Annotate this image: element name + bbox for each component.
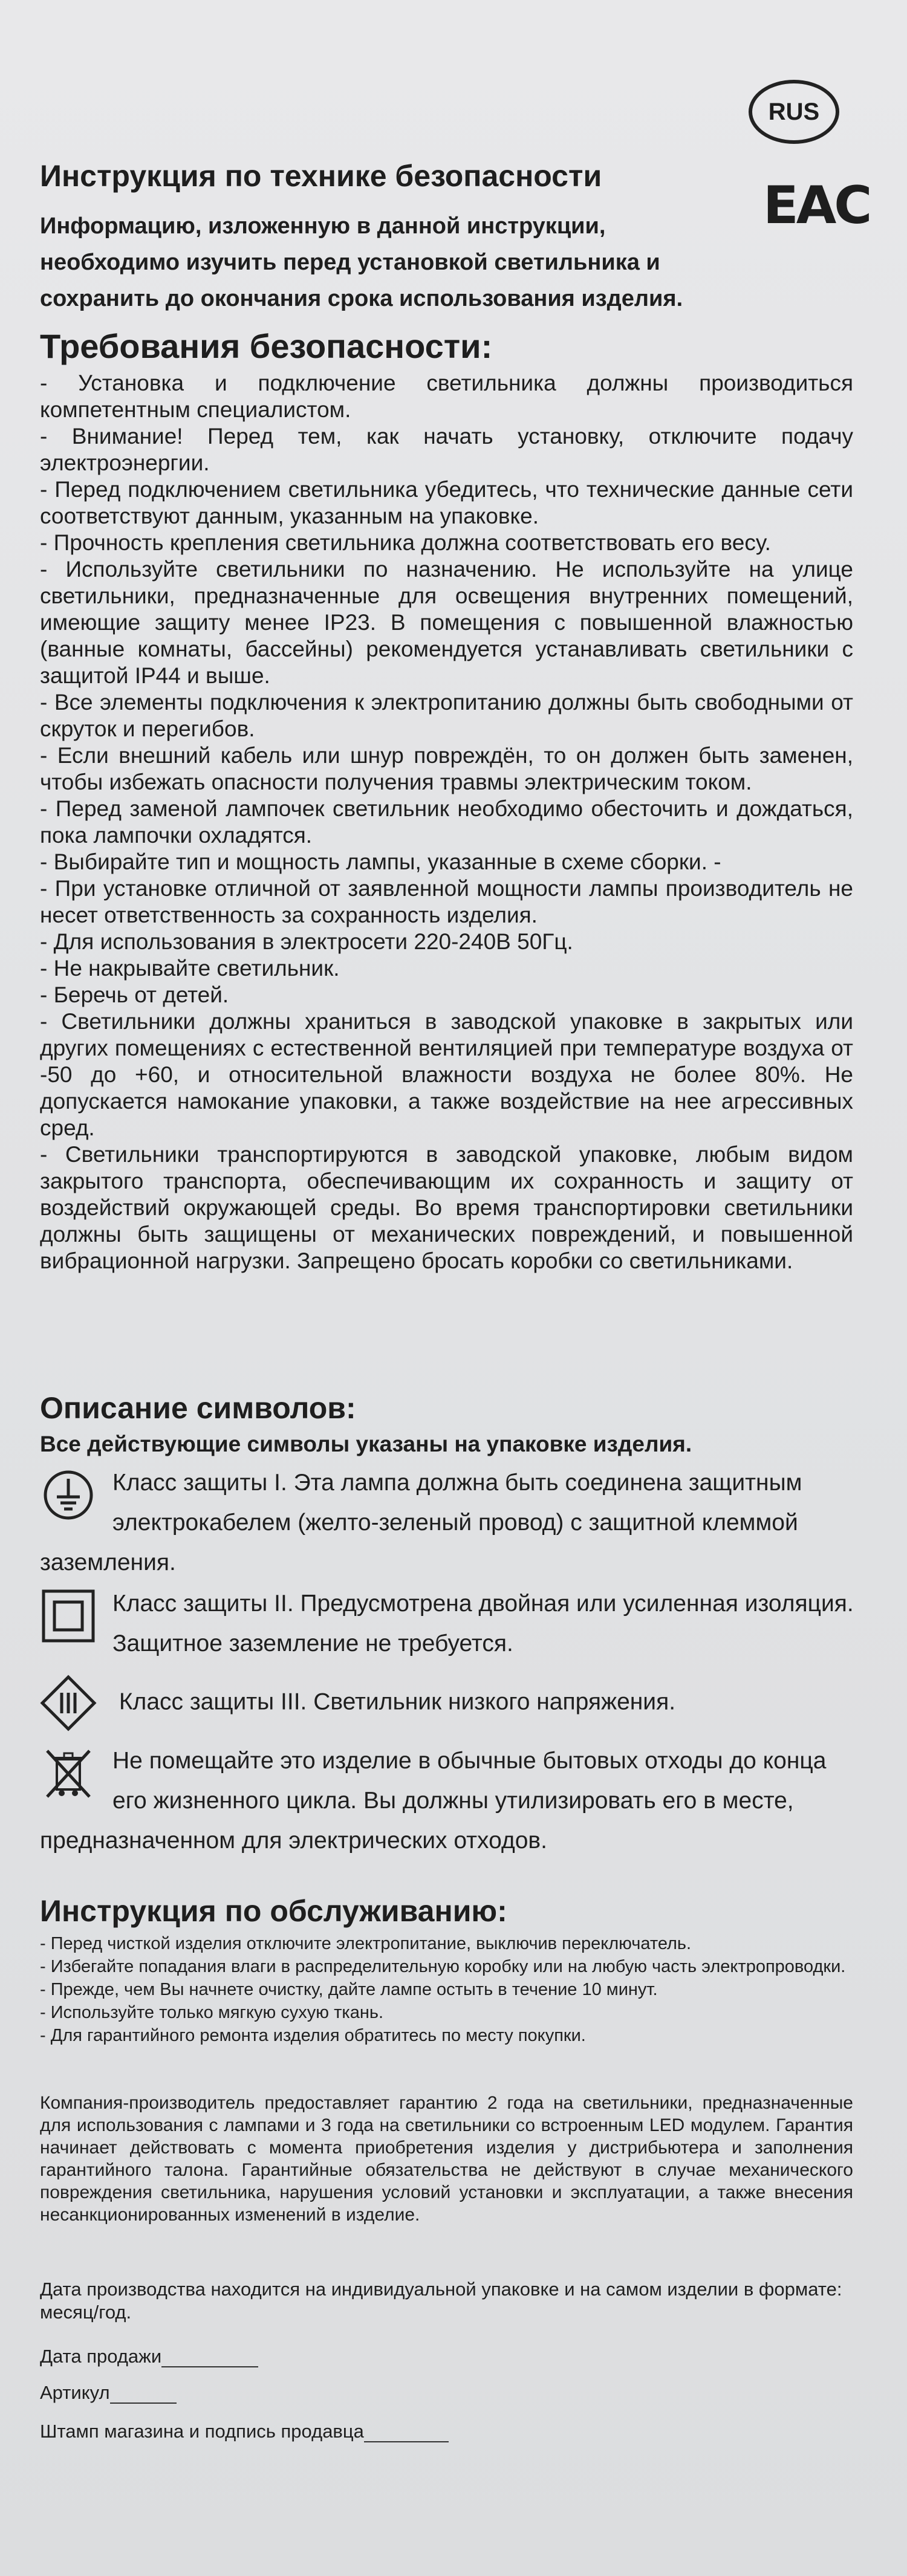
requirement-item: - Для использования в электросети 220-240В 50Гц. <box>40 929 573 954</box>
symbol-class1 <box>40 1463 862 1583</box>
service-item: - Избегайте попадания влаги в распределительную коробку или на любую часть электропроводки. <box>40 1957 846 1976</box>
low-voltage-class3-icon <box>40 1675 97 1731</box>
service-list <box>40 1932 853 2047</box>
rus-mark-label: RUS <box>768 98 820 125</box>
requirement-item: - Светильники транспортируются в заводской упаковке, любым видом закрытого транспорта, обеспечивающим их сохранность и защиту от воздействий окружающей среды. Во время транспортировки светильники должны быть защищены от механических повреждений, и повышенной вибрационной нагрузки. Запрещено бросать коробки со светильниками. <box>40 1142 853 1273</box>
crossed-bin-weee-icon <box>40 1744 97 1800</box>
double-insulation-class2-icon <box>40 1588 97 1644</box>
symbol-class2-text: Класс защиты II. Предусмотрена двойная или усиленная изоляция. Защитное заземление не требуется. <box>112 1591 854 1656</box>
symbol-class2 <box>40 1584 862 1664</box>
requirements-heading: Требования безопасности: <box>40 327 493 365</box>
service-heading: Инструкция по обслуживанию: <box>40 1894 507 1928</box>
symbol-weee <box>40 1741 862 1861</box>
article-line <box>110 2386 177 2404</box>
stamp-field <box>40 2421 449 2442</box>
symbol-weee-text: Не помещайте это изделие в обычные бытовых отходы до конца его жизненного цикла. Вы должны утилизировать его в месте, предназначенном для электрических отходов. <box>40 1748 827 1854</box>
stamp-label: Штамп магазина и подпись продавца <box>40 2421 364 2442</box>
service-item: - Для гарантийного ремонта изделия обратитесь по месту покупки. <box>40 2026 586 2045</box>
article-field <box>40 2382 177 2404</box>
production-date-note: Дата производства находится на индивидуальной упаковке и на самом изделии в формате: месяц/год. <box>40 2279 842 2323</box>
requirement-item: - При установке отличной от заявленной мощности лампы производитель не несет ответственность за сохранность изделия. <box>40 876 853 927</box>
stamp-line <box>364 2424 449 2442</box>
symbol-class3 <box>40 1675 862 1731</box>
page-title: Инструкция по технике безопасности <box>40 159 602 193</box>
symbols-subtitle: Все действующие символы указаны на упаковке изделия. <box>40 1432 692 1456</box>
requirement-item: - Выбирайте тип и мощность лампы, указанные в схеме сборки. - <box>40 849 721 874</box>
eac-certification-mark: EAC <box>763 175 870 236</box>
warranty-paragraph: Компания-производитель предоставляет гарантию 2 года на светильники, предназначенные для использования с лампами и 3 года на светильники со встроенным LED модулем. Гарантия начинает действовать с момента приобретения изделия у дистрибьютера и заполнения гарантийного талона. Гарантийные обязательства не действуют в случае механического повреждения светильника, нарушения условий установки и эксплуатации, а также внесения несанкционированных изменений в изделие. <box>40 2093 853 2225</box>
sale-date-line <box>161 2349 258 2367</box>
requirement-item: - Все элементы подключения к электропитанию должны быть свободными от скруток и перегибов. <box>40 690 853 741</box>
sale-date-label: Дата продажи <box>40 2346 162 2367</box>
symbol-class3-text: Класс защиты III. Светильник низкого напряжения. <box>119 1689 676 1715</box>
requirement-item: - Перед подключением светильника убедитесь, что технические данные сети соответствуют данным, указанным на упаковке. <box>40 477 853 528</box>
service-item: - Используйте только мягкую сухую ткань. <box>40 2003 384 2022</box>
article-label: Артикул <box>40 2382 110 2403</box>
service-item: - Прежде, чем Вы начнете очистку, дайте лампе остыть в течение 10 минут. <box>40 1980 658 1999</box>
requirement-item: - Светильники должны храниться в заводской упаковке в закрытых или других помещениях с естественной вентиляцией при температуре воздуха от -50 до +60, и относительной влажности воздуха не более 80%. Не допускается намокание упаковки, а также воздействие на нее агрессивных сред. <box>40 1009 853 1140</box>
requirement-item: - Внимание! Перед тем, как начать установку, отключите подачу электроэнергии. <box>40 424 853 475</box>
requirement-item: - Если внешний кабель или шнур повреждён, то он должен быть заменен, чтобы избежать опасности получения травмы электрическим током. <box>40 743 853 794</box>
requirement-item: - Прочность крепления светильника должна соответствовать его весу. <box>40 530 771 555</box>
service-item: - Перед чисткой изделия отключите электропитание, выключив переключатель. <box>40 1934 692 1953</box>
requirement-item: - Используйте светильники по назначению. Не используйте на улице светильники, предназначенные для освещения внутренних помещений, имеющие защиту менее IP23. В помещения с повышенной влажностью (ванные комнаты, бассейны) рекомендуется устанавливать светильники с защитой IP44 и выше. <box>40 557 853 688</box>
symbols-heading: Описание символов: <box>40 1391 356 1425</box>
ground-class1-icon <box>40 1467 97 1523</box>
requirement-item: - Перед заменой лампочек светильник необходимо обесточить и дождаться, пока лампочки охладятся. <box>40 796 853 848</box>
requirement-item: - Установка и подключение светильника должны производиться компетентным специалистом. <box>40 371 853 422</box>
requirement-item: - Беречь от детей. <box>40 982 229 1007</box>
sale-date-field <box>40 2346 258 2367</box>
symbol-class1-text: Класс защиты I. Эта лампа должна быть соединена защитным электрокабелем (желто-зеленый провод) с защитной клеммой заземления. <box>40 1470 802 1575</box>
requirement-item: - Не накрывайте светильник. <box>40 956 340 981</box>
rus-certification-mark <box>749 80 839 144</box>
requirements-list <box>40 370 853 1274</box>
lead-paragraph: Информацию, изложенную в данной инструкции, необходимо изучить перед установкой светильника и сохранить до окончания срока использования изделия. <box>40 213 683 311</box>
